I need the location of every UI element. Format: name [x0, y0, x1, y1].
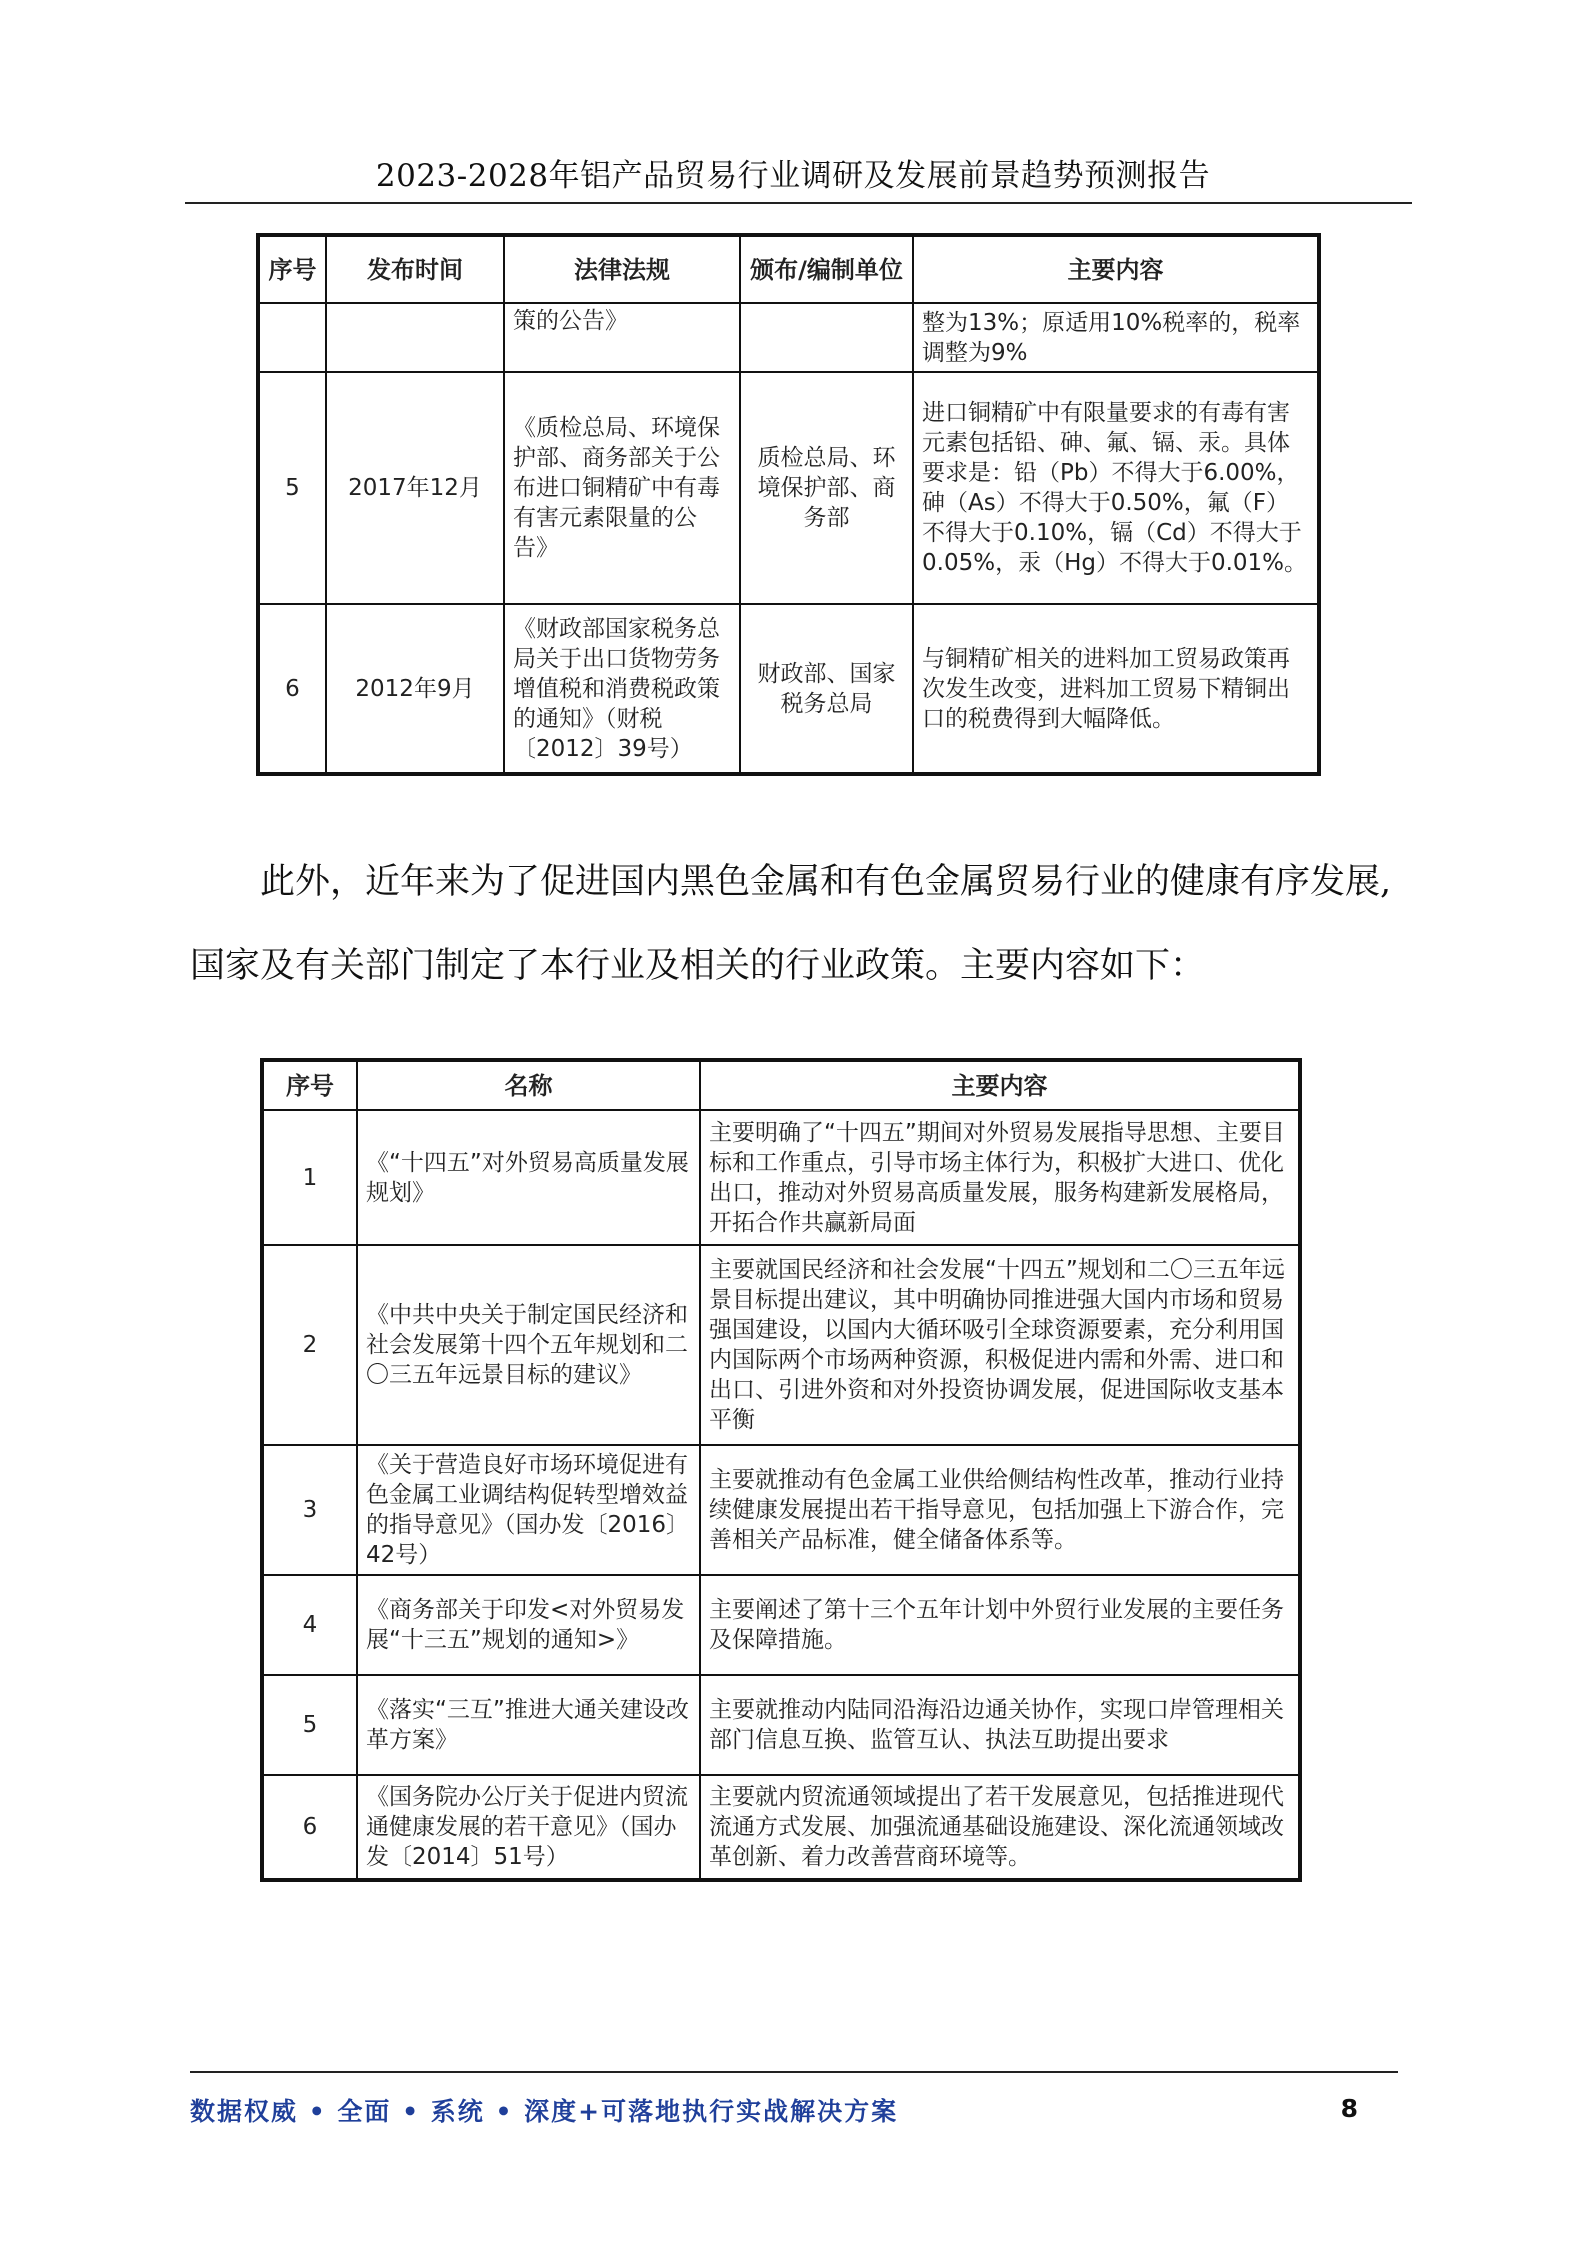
table-header-row — [258, 235, 1319, 303]
cell-content: 主要就内贸流通领域提出了若干发展意见，包括推进现代流通方式发展、加强流通基础设施建设、深化流通领域改革创新、着力改善营商环境等。 — [700, 1775, 1300, 1880]
cell-date: 2012年9月 — [326, 604, 504, 774]
table-row — [262, 1110, 1300, 1245]
footer-slogan: 数据权威 • 全面 • 系统 • 深度+可落地执行实战解决方案 — [190, 2097, 899, 2126]
col-header-issuer: 颁布/编制单位 — [740, 235, 913, 303]
cell-index: 1 — [262, 1110, 357, 1245]
table-row — [262, 1445, 1300, 1575]
cell-name: 《中共中央关于制定国民经济和社会发展第十四个五年规划和二〇三五年远景目标的建议》 — [357, 1245, 700, 1445]
col-header-content: 主要内容 — [700, 1060, 1300, 1110]
cell-name: 《商务部关于印发<对外贸易发展“十三五”规划的通知>》 — [357, 1575, 700, 1675]
table-row — [258, 372, 1319, 604]
footer-divider — [190, 2071, 1398, 2073]
col-header-date: 发布时间 — [326, 235, 504, 303]
cell-name: 《落实“三互”推进大通关建设改革方案》 — [357, 1675, 700, 1775]
cell-index: 2 — [262, 1245, 357, 1445]
table-row — [262, 1775, 1300, 1880]
cell-regulation: 《质检总局、环境保护部、商务部关于公布进口铜精矿中有毒有害元素限量的公告》 — [504, 372, 740, 604]
cell-content: 主要阐述了第十三个五年计划中外贸行业发展的主要任务及保障措施。 — [700, 1575, 1300, 1675]
cell-index: 5 — [258, 372, 326, 604]
header-divider — [185, 202, 1412, 204]
col-header-regulation: 法律法规 — [504, 235, 740, 303]
table-row — [262, 1675, 1300, 1775]
col-header-index: 序号 — [258, 235, 326, 303]
cell-content: 主要明确了“十四五”期间对外贸易发展指导思想、主要目标和工作重点，引导市场主体行为，积极扩大进口、优化出口，推动对外贸易高质量发展，服务构建新发展格局，开拓合作共赢新局面 — [700, 1110, 1300, 1245]
table-header-row — [262, 1060, 1300, 1110]
cell-index: 5 — [262, 1675, 357, 1775]
cell-index: 4 — [262, 1575, 357, 1675]
cell-content: 主要就推动内陆同沿海沿边通关协作，实现口岸管理相关部门信息互换、监管互认、执法互助提出要求 — [700, 1675, 1300, 1775]
cell-content: 整为13%；原适用10%税率的，税率调整为9% — [913, 303, 1319, 372]
table-row — [262, 1575, 1300, 1675]
cell-regulation: 《财政部国家税务总局关于出口货物劳务增值税和消费税政策的通知》（财税〔2012〕39号） — [504, 604, 740, 774]
col-header-content: 主要内容 — [913, 235, 1319, 303]
cell-content: 主要就推动有色金属工业供给侧结构性改革，推动行业持续健康发展提出若干指导意见，包括加强上下游合作，完善相关产品标准，健全储备体系等。 — [700, 1445, 1300, 1575]
table-row — [258, 303, 1319, 372]
cell-issuer: 财政部、国家税务总局 — [740, 604, 913, 774]
table-row — [262, 1245, 1300, 1445]
cell-content: 进口铜精矿中有限量要求的有毒有害元素包括铅、砷、氟、镉、汞。具体要求是：铅（Pb）不得大于6.00%，砷（As）不得大于0.50%，氟（F）不得大于0.10%，镉（Cd）不得大于0.05%，汞（Hg）不得大于0.01%。 — [913, 372, 1319, 604]
cell-index: 3 — [262, 1445, 357, 1575]
cell-name: 《国务院办公厅关于促进内贸流通健康发展的若干意见》（国办发〔2014〕51号） — [357, 1775, 700, 1880]
page-number: 8 — [1340, 2094, 1358, 2123]
cell-issuer: 质检总局、环境保护部、商务部 — [740, 372, 913, 604]
cell-content: 与铜精矿相关的进料加工贸易政策再次发生改变，进料加工贸易下精铜出口的税费得到大幅降低。 — [913, 604, 1319, 774]
col-header-index: 序号 — [262, 1060, 357, 1110]
industry-policy-table — [260, 1058, 1302, 1882]
cell-regulation: 策的公告》 — [504, 303, 740, 372]
cell-date: 2017年12月 — [326, 372, 504, 604]
cell-name: 《“十四五”对外贸易高质量发展规划》 — [357, 1110, 700, 1245]
cell-index: 6 — [258, 604, 326, 774]
cell-date — [326, 303, 504, 372]
cell-issuer — [740, 303, 913, 372]
cell-index — [258, 303, 326, 372]
report-title: 2023-2028年铝产品贸易行业调研及发展前景趋势预测报告 — [375, 158, 1211, 194]
cell-name: 《关于营造良好市场环境促进有色金属工业调结构促转型增效益的指导意见》（国办发〔2016〕42号） — [357, 1445, 700, 1575]
cell-content: 主要就国民经济和社会发展“十四五”规划和二〇三五年远景目标提出建议，其中明确协同推进强大国内市场和贸易强国建设，以国内大循环吸引全球资源要素，充分利用国内国际两个市场两种资源，积极促进内需和外需、进口和出口、引进外资和对外投资协调发展，促进国际收支基本平衡 — [700, 1245, 1300, 1445]
body-paragraph: 此外，近年来为了促进国内黑色金属和有色金属贸易行业的健康有序发展,国家及有关部门制定了本行业及相关的行业政策。主要内容如下： — [190, 862, 1392, 986]
table-row — [258, 604, 1319, 774]
col-header-name: 名称 — [357, 1060, 700, 1110]
cell-index: 6 — [262, 1775, 357, 1880]
regulations-table — [256, 233, 1321, 776]
